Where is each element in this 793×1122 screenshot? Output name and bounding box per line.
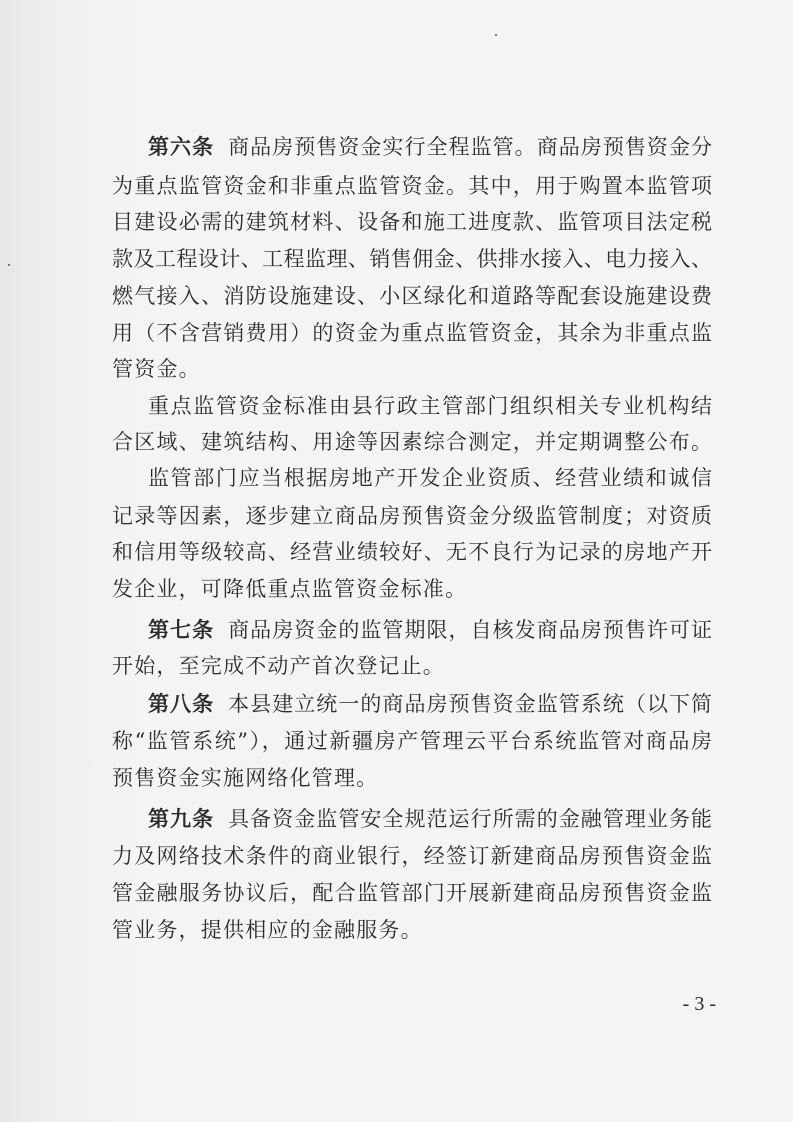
scan-speck xyxy=(495,34,497,36)
text-line: 管业务，提供相应的金融服务。 xyxy=(112,918,423,942)
text-line: 监管部门应当根据房地产开发企业资质、经营业绩和诚信 xyxy=(148,466,712,490)
scan-speck xyxy=(8,264,10,266)
article-6-line-1 xyxy=(148,132,712,162)
text-line: 发企业，可降低重点监管资金标准。 xyxy=(112,577,468,601)
page-number: - 3 - xyxy=(682,993,716,1015)
text-line: 管金融服务协议后，配合监管部门开展新建商品房预售资金监 xyxy=(112,881,712,905)
text-line: 重点监管资金标准由县行政主管部门组织相关专业机构结 xyxy=(148,394,712,418)
text-line: 和信用等级较高、经营业绩较好、无不良行为记录的房地产开 xyxy=(112,540,712,564)
text-line: 称“监管系统”），通过新疆房产管理云平台系统监管对商品房 xyxy=(112,729,712,753)
article-9-text: 具备资金监管安全规范运行所需的金融管理业务能 xyxy=(228,807,712,831)
article-7-label: 第七条 xyxy=(148,617,215,642)
article-6-label: 第六条 xyxy=(148,134,215,159)
text-line: 管资金。 xyxy=(112,357,201,381)
article-7-text: 商品房资金的监管期限，自核发商品房预售许可证 xyxy=(228,618,712,642)
article-6-text: 商品房预售资金实行全程监管。商品房预售资金分 xyxy=(228,135,712,159)
article-8-label: 第八条 xyxy=(148,691,215,716)
article-7-line-1 xyxy=(148,615,712,645)
text-line: 记录等因素，逐步建立商品房预售资金分级监管制度；对资质 xyxy=(112,504,712,528)
text-line: 合区域、建筑结构、用途等因素综合测定，并定期调整公布。 xyxy=(112,430,712,454)
text-line: 力及网络技术条件的商业银行，经签订新建商品房预售资金监 xyxy=(112,844,712,868)
text-line: 为重点监管资金和非重点监管资金。其中，用于购置本监管项 xyxy=(112,174,712,198)
article-8-line-1 xyxy=(148,689,712,719)
text-line: 预售资金实施网络化管理。 xyxy=(112,766,379,790)
text-line: 款及工程设计、工程监理、销售佣金、供排水接入、电力接入、 xyxy=(112,247,712,271)
text-line: 燃气接入、消防设施建设、小区绿化和道路等配套设施建设费 xyxy=(112,284,712,308)
article-9-line-1 xyxy=(148,804,712,834)
article-8-text: 本县建立统一的商品房预售资金监管系统（以下简 xyxy=(228,692,712,716)
text-line: 目建设必需的建筑材料、设备和施工进度款、监管项目法定税 xyxy=(112,210,712,234)
text-line: 开始，至完成不动产首次登记止。 xyxy=(112,654,445,678)
text-line: 用（不含营销费用）的资金为重点监管资金，其余为非重点监 xyxy=(112,321,712,345)
article-9-label: 第九条 xyxy=(148,806,215,831)
